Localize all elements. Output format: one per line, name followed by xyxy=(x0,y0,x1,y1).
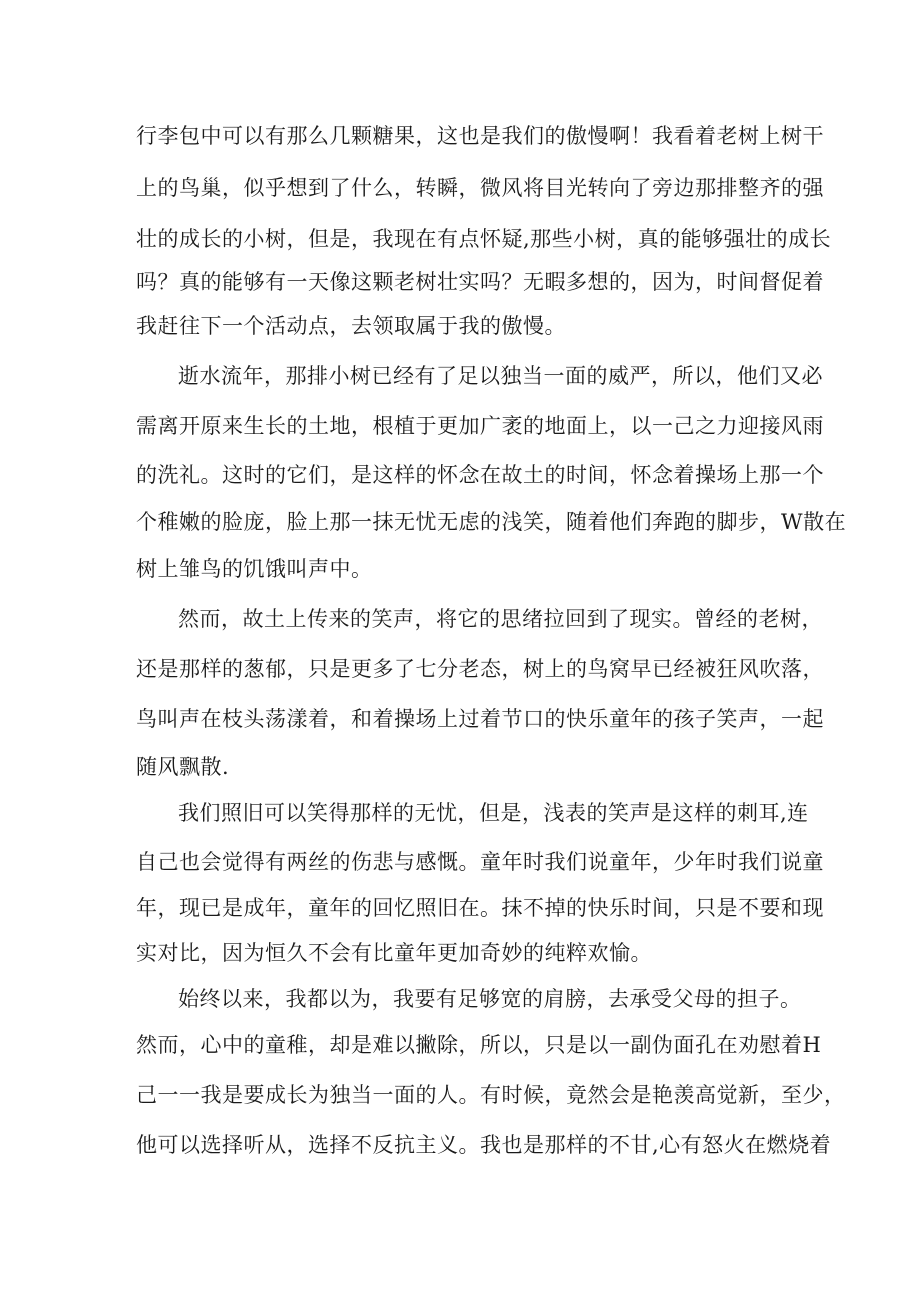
text-line: 吗？真的能够有一天像这颗老树壮实吗？无暇多想的，因为，时间督促着 xyxy=(136,270,824,294)
text-line: 随风飘散. xyxy=(136,755,230,779)
text-line: 的洗礼。这时的它们，是这样的怀念在故土的时间，怀念着操场上那一个 xyxy=(136,463,824,487)
text-line: 他可以选择听从，选择不反抗主义。我也是那样的不甘,心有怒火在燃烧着 xyxy=(136,1133,832,1157)
text-line: 需离开原来生长的土地，根植于更加广袤的地面上，以一己之力迎接风雨 xyxy=(136,414,824,438)
text-line: 鸟叫声在枝头荡漾着，和着操场上过着节口的快乐童年的孩子笑声，一起 xyxy=(136,707,824,731)
text-line: 我赶往下一个活动点，去领取属于我的傲慢。 xyxy=(136,314,566,338)
paragraph-first-line: 始终以来，我都以为，我要有足够宽的肩膀，去承受父母的担子。 xyxy=(178,987,802,1011)
text-line: 还是那样的葱郁，只是更多了七分老态，树上的鸟窝早已经被狂风吹落， xyxy=(136,657,824,681)
paragraph-first-line: 我们照旧可以笑得那样的无忧，但是，浅表的笑声是这样的刺耳,连 xyxy=(178,801,809,825)
text-line: 实对比，因为恒久不会有比童年更加奇妙的纯粹欢愉。 xyxy=(136,941,652,965)
text-line: 上的鸟巢，似乎想到了什么，转瞬，微风将目光转向了旁边那排整齐的强 xyxy=(136,176,824,200)
text-line: 树上雏鸟的饥饿叫声中。 xyxy=(136,557,373,581)
text-line: 然而，心中的童稚，却是难以撇除，所以，只是以一副伪面孔在劝慰着H xyxy=(136,1033,822,1057)
paragraph-first-line: 逝水流年，那排小树已经有了足以独当一面的威严，所以，他们又必 xyxy=(178,364,823,388)
text-line: 年，现已是成年，童年的回忆照旧在。抹不掉的快乐时间，只是不要和现 xyxy=(136,896,824,920)
text-line: 壮的成长的小树，但是，我现在有点怀疑,那些小树，真的能够强壮的成长 xyxy=(136,227,832,251)
text-line: 行李包中可以有那么几颗糖果，这也是我们的傲慢啊！我看着老树上树干 xyxy=(136,124,824,148)
text-line: 自己也会觉得有两丝的伤悲与感慨。童年时我们说童年，少年时我们说童 xyxy=(136,850,824,874)
text-line: 己一一我是要成长为独当一面的人。有时候，竟然会是艳羡高觉新，至少， xyxy=(136,1083,846,1107)
paragraph-first-line: 然而，故土上传来的笑声，将它的思绪拉回到了现实。曾经的老树， xyxy=(178,607,823,631)
text-line: 个稚嫩的脸庞，脸上那一抹无忧无虑的浅笑，随着他们奔跑的脚步，W散在 xyxy=(136,510,847,534)
